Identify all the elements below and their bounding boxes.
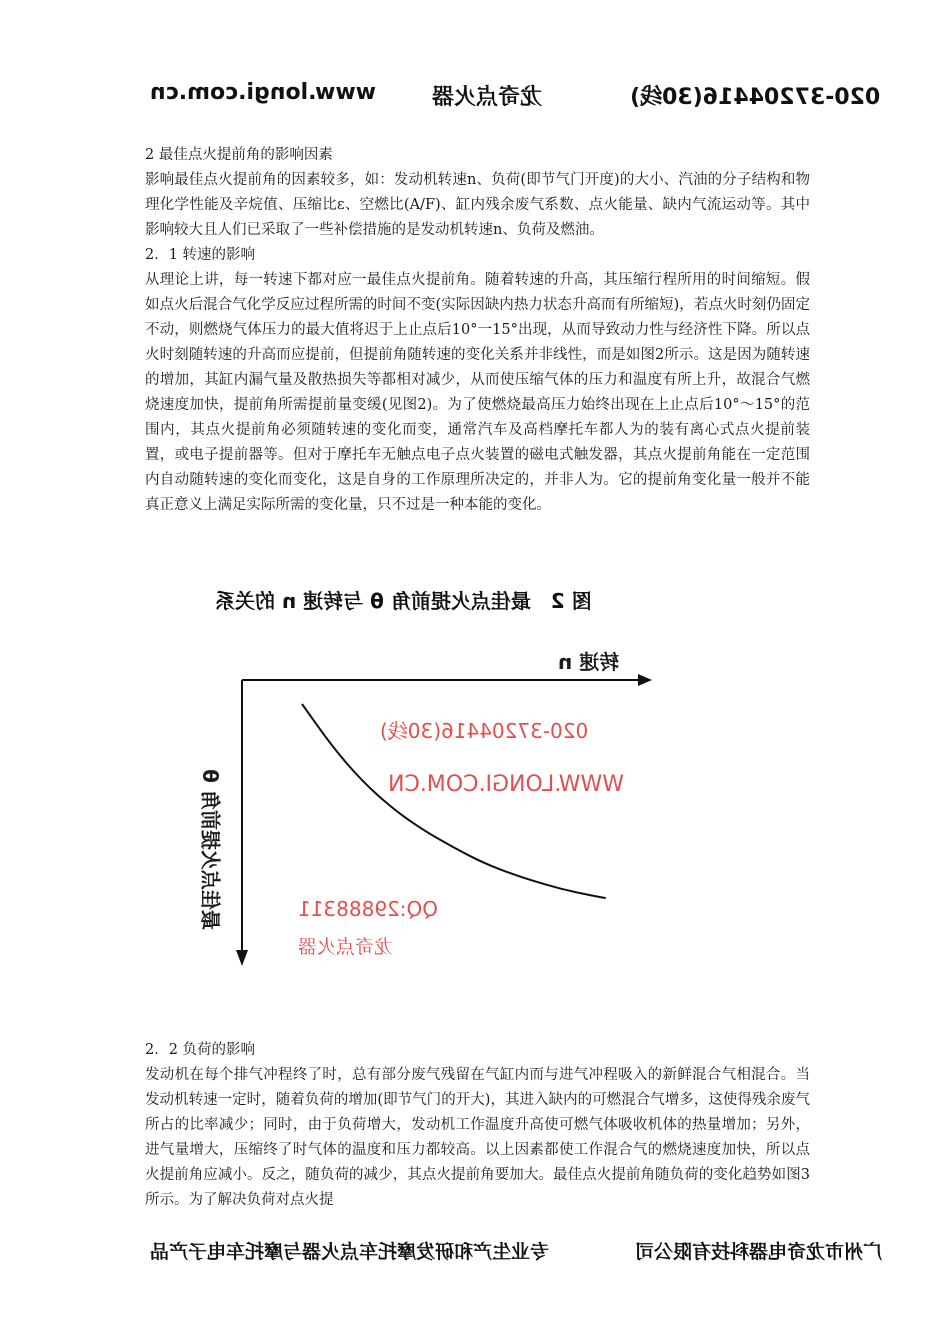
section-2-2-body: 发动机在每个排气冲程终了时，总有部分废气残留在气缸内而与进气冲程吸入的新鲜混合气相混合。当发动机转速一定时，随着负荷的增加(即节气门的开大)，其进入缺内的可燃混合气增多，这使得残余废气所占的比率减少；同时，由于负荷增大，发动机工作温度升高使可燃气体吸收机体的热量增加；另外，进气量增大，压缩终了时气体的温度和压力都较高。以上因素都使工作混合气的燃烧速度加快，所以点火提前角应减小。反之，随负荷的减少，其点火提前角要加大。最佳点火提前角随负荷的变化趋势如图3所示。为了解决负荷对点火提 [145,1067,810,1208]
header-phone: 020-37204416(30线) [630,85,881,110]
x-axis-label: 转速 n [558,650,620,674]
y-axis-label: 最佳点火提前角 θ [198,769,223,930]
watermark-qq: QQ:29888311 [298,897,439,921]
section-2-2 [145,1038,810,1213]
figure-2 [160,580,720,980]
watermark-brand: 龙奇点火器 [298,936,394,958]
header-brand: 龙奇点火器 [432,85,543,110]
section-2-2-heading: 2．2 负荷的影响 [145,1042,256,1058]
figure-title: 图 2 最佳点火提前角 θ 与转速 n 的关系 [215,589,592,613]
page-header [0,80,950,120]
watermark-site: WWW.LONGI.COM.CN [388,772,624,797]
header-website: www.longi.com.cn [150,80,377,105]
section-2-heading: 2 最佳点火提前角的影响因素 [145,147,333,163]
footer-company: 广州市龙奇电器科技有限公司 [635,1241,883,1263]
section-2-1-heading: 2．1 转速的影响 [145,247,256,263]
section-2-intro: 影响最佳点火提前角的因素较多，如：发动机转速n、负荷(即节气门开度)的大小、汽油的分子结构和物理化学性能及辛烷值、压缩比ε、空燃比(A/F)、缸内残余废气系数、点火能量、缺内气流运动等。其中影响较大且人们已采取了一些补偿措施的是发动机转速n、负荷及燃油。 [145,172,810,238]
y-axis-arrow [236,950,248,966]
section-2 [145,143,810,518]
watermark-phone: 020-37204416(30线) [380,719,589,743]
x-axis-arrow [638,674,652,686]
page-footer [0,1237,950,1267]
footer-slogan: 专业生产和研发摩托车点火器与摩托车电子产品 [150,1241,550,1263]
section-2-1-body: 从理论上讲，每一转速下都对应一最佳点火提前角。随着转速的升高，其压缩行程所用的时间缩短。假如点火后混合气化学反应过程所需的时间不变(实际因缺内热力状态升高而有所缩短)，若点火时刻仍固定不动，则燃烧气体压力的最大值将迟于上止点后10°一15°出现，从而导致动力性与经济性下降。所以点火时刻随转速的升高而应提前，但提前角随转速的变化关系并非线性，而是如图2所示。这是因为随转速的增加，其缸内漏气量及散热损失等都相对减少，从而使压缩气体的压力和温度有所上升，故混合气燃烧速度加快，提前角所需提前量变缓(见图2)。为了使燃烧最高压力始终出现在上止点后10°～15°的范围内，其点火提前角必须随转速的变化而变，通常汽车及高档摩托车都人为的装有离心式点火提前装置，或电子提前器等。但对于摩托车无触点电子点火装置的磁电式触发器，其点火提前角能在一定范围内自动随转速的变化而变化，这是自身的工作原理所决定的，并非人为。它的提前角变化量一般并不能真正意义上满足实际所需的变化量，只不过是一种本能的变化。 [145,272,810,513]
